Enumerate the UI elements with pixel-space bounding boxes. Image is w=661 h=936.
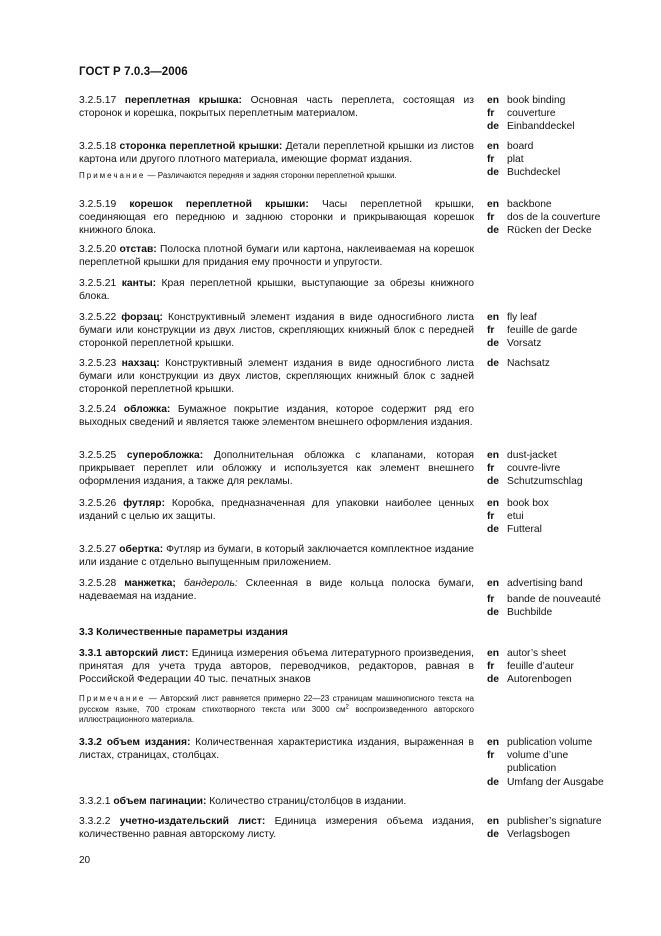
entry-number: 3.2.5.26: [79, 498, 117, 509]
term-entry: [79, 736, 474, 762]
translation-term: couverture: [507, 108, 556, 120]
term-entry: [79, 198, 474, 238]
lang-code: de: [487, 167, 500, 179]
term-entry: [79, 403, 474, 429]
translation-term: backbone: [507, 199, 552, 210]
translation-term: feuille d’auteur: [507, 661, 574, 673]
lang-code: de: [487, 524, 500, 536]
translation-term: dust-jacket: [507, 450, 557, 461]
lang-code: fr: [487, 325, 495, 337]
lang-code: en: [487, 312, 500, 323]
translation-group: [487, 198, 617, 238]
term-entry: [79, 94, 474, 120]
entry-term: переплетная крышка:: [124, 95, 242, 106]
lang-code: fr: [487, 594, 495, 606]
note: [79, 171, 474, 182]
entry-number: 3.3.1: [79, 648, 102, 659]
term-entry: [79, 449, 474, 489]
lang-code: de: [487, 476, 500, 488]
entry-term: футляр:: [123, 498, 165, 509]
term-entry: [79, 357, 474, 397]
entry-number: 3.2.5.22: [79, 312, 117, 323]
entry-number: 3.3.2.2: [79, 816, 111, 827]
lang-code: en: [487, 199, 500, 210]
entry-definition: Количественная характеристика издания, выраженная в листах, страницах, столбцах.: [79, 737, 474, 762]
translation-term: fly leaf: [507, 312, 537, 323]
lang-code: fr: [487, 463, 495, 475]
translation-term: advertising band: [507, 578, 583, 589]
entry-term: обертка:: [119, 544, 164, 555]
lang-code: de: [487, 674, 500, 686]
lang-code: de: [487, 338, 500, 350]
translation-term: Vorsatz: [507, 338, 542, 350]
note-label: Примечание: [79, 171, 146, 180]
entry-term: объем пагинации:: [113, 796, 207, 807]
translation-term: Buchdeckel: [507, 167, 561, 179]
entry-term: корешок переплетной крышки:: [129, 199, 309, 210]
entry-term: отстав:: [119, 244, 157, 255]
lang-code: de: [487, 607, 500, 619]
translation-term: dos de la couverture: [507, 212, 601, 224]
entry-number: 3.2.5.25: [79, 450, 117, 461]
translation-term: volume d’une publication: [507, 750, 569, 775]
entry-term: форзац:: [121, 312, 163, 323]
lang-code: en: [487, 498, 500, 509]
entry-number: 3.2.5.19: [79, 199, 117, 210]
lang-code: fr: [487, 108, 495, 120]
page-number: 20: [79, 855, 91, 866]
term-entry: [79, 277, 474, 303]
term-entry: [79, 815, 474, 841]
translation-group: [487, 94, 617, 134]
translation-term: Futteral: [507, 524, 542, 536]
entry-number: 3.2.5.17: [79, 95, 117, 106]
entry-definition: Дополнительная обложка с клапанами, которая прикрывает переплет или обложку и используется как элемент внешнего оформления издания, а также для рекламы.: [79, 450, 474, 488]
note-text-continued: воспроизведенного авторского иллюстрационного материала.: [79, 704, 474, 724]
translation-term: book binding: [507, 95, 566, 106]
entry-definition: Единица измерения объема издания, количественно равная авторскому листу.: [79, 816, 474, 841]
entry-number: 3.2.5.27: [79, 544, 117, 555]
translation-group: [487, 449, 617, 489]
translation-term: Verlagsbogen: [507, 829, 570, 841]
entry-number: 3.3.2: [79, 737, 102, 748]
note-text: — Авторский лист равняется примерно 22—23 страницам машинописного текста на русском языке, 700 строкам стихотворного текста или 3000 см: [79, 694, 474, 714]
lang-code: en: [487, 737, 500, 748]
term-entry: [79, 543, 474, 569]
note: [79, 694, 474, 726]
lang-code: en: [487, 141, 500, 152]
translation-term: Umfang der Ausgabe: [507, 776, 604, 788]
translation-term: autor’s sheet: [507, 648, 567, 659]
translation-term: Rücken der Decke: [507, 225, 592, 237]
entry-number: 3.2.5.28: [79, 578, 117, 589]
entry-term: канты:: [121, 278, 157, 289]
translation-term: feuille de garde: [507, 325, 578, 337]
lang-code: en: [487, 648, 500, 659]
entry-term: суперобложка:: [126, 450, 204, 461]
entry-term: сторонка переплетной крышки:: [119, 141, 283, 152]
entry-term: нахзац:: [121, 358, 160, 369]
note-text: — Различаются передняя и задняя сторонки переплетной крышки.: [145, 171, 397, 180]
translation-group: [487, 140, 617, 180]
translation-term: book box: [507, 498, 549, 509]
entry-term: обложка:: [123, 404, 171, 415]
entry-number: 3.2.5.23: [79, 358, 117, 369]
translation-term: Einbanddeckel: [507, 121, 575, 133]
translation-group: [487, 815, 617, 841]
lang-code: fr: [487, 511, 495, 523]
translation-term: publication volume: [507, 737, 593, 748]
lang-code: en: [487, 816, 500, 827]
entry-number: 3.2.5.18: [79, 141, 117, 152]
lang-code: de: [487, 121, 500, 133]
entry-definition: Края переплетной крышки, выступающие за обрезы книжного блока.: [79, 278, 474, 303]
translation-group: [487, 736, 612, 789]
entry-definition: Полоска плотной бумаги или картона, наклеиваемая на корешок переплетной крышки для придания ему прочности и упругости.: [79, 244, 474, 269]
entry-definition: Количество страниц/столбцов в издании.: [206, 796, 407, 807]
page-header: ГОСТ Р 7.0.3—2006: [79, 66, 188, 78]
translation-term: Schutzumschlag: [507, 476, 583, 488]
translation-term: plat: [507, 154, 524, 166]
term-entry: [79, 577, 474, 603]
translation-term: Nachsatz: [507, 358, 550, 369]
translation-group: [487, 357, 617, 370]
entry-number: 3.2.5.20: [79, 244, 117, 255]
entry-term: манжетка;: [124, 578, 176, 589]
translation-term: couvre-livre: [507, 463, 561, 475]
lang-code: fr: [487, 154, 495, 166]
entry-definition: Единица измерения объема литературного произведения, принятая для учета труда авторов, переводчиков, редакторов, равная в Российской Федерации 40 тыс. печатных знаков: [79, 648, 474, 686]
term-entry: [79, 795, 474, 808]
entry-number: 3.3.2.1: [79, 796, 111, 807]
entry-alt-term: бандероль:: [175, 578, 238, 589]
entry-definition: Бумажное покрытие издания, которое содержит ряд его выходных сведений и является также элементом внешнего оформления издания.: [79, 404, 474, 429]
entry-definition: Склеенная в виде кольца полоска бумаги, надеваемая на издание.: [79, 578, 474, 603]
translation-group: [487, 647, 617, 687]
lang-code: en: [487, 95, 500, 106]
translation-term: Buchbilde: [507, 607, 553, 619]
entry-definition: Часы переплетной крышки, соединяющая его переднюю и заднюю сторонки и прикрывающая корешок книжного блока.: [79, 199, 474, 237]
entry-number: 3.2.5.21: [79, 278, 117, 289]
lang-code: en: [487, 578, 500, 589]
translation-term: etui: [507, 511, 524, 523]
term-entry: [79, 497, 474, 523]
lang-code: de: [487, 829, 500, 841]
term-entry: [79, 311, 474, 351]
entry-term: учетно-издательский лист:: [119, 816, 266, 827]
translation-group: [487, 311, 617, 351]
section-title: 3.3 Количественные параметры издания: [79, 627, 288, 638]
translation-group: [487, 497, 617, 537]
lang-code: de: [487, 225, 500, 237]
translation-group: [487, 577, 617, 620]
entry-definition: Конструктивный элемент издания в виде односгибного листа бумаги или конструкции из двух листов, скрепляющих книжный блок с передней сторонкой переплетной крышки.: [79, 312, 474, 350]
lang-code: de: [487, 358, 500, 369]
entry-term: объем издания:: [106, 737, 191, 748]
translation-term: board: [507, 141, 534, 152]
term-entry: [79, 243, 474, 269]
note-label: Примечание: [79, 694, 146, 703]
translation-term: Autorenbogen: [507, 674, 572, 686]
lang-code: fr: [487, 212, 495, 224]
note-superscript: 2: [345, 703, 349, 710]
entry-number: 3.2.5.24: [79, 404, 117, 415]
term-entry: [79, 140, 474, 166]
lang-code: en: [487, 450, 500, 461]
lang-code: fr: [487, 750, 495, 762]
lang-code: fr: [487, 661, 495, 673]
entry-definition: Футляр из бумаги, в который заключается комплектное издание или издание с отдельно выпущенным приложением.: [79, 544, 474, 569]
term-entry: [79, 647, 474, 687]
entry-definition: Основная часть переплета, состоящая из сторонок и корешка, покрытых переплетным материалом.: [79, 95, 474, 120]
translation-term: publisher’s signature: [507, 816, 602, 827]
lang-code: de: [487, 776, 500, 788]
translation-term: bande de nouveauté: [507, 594, 601, 606]
entry-term: авторский лист:: [105, 648, 189, 659]
entry-definition: Коробка, предназначенная для упаковки наиболее ценных изданий с целью их защиты.: [79, 498, 474, 523]
entry-definition: Конструктивный элемент издания в виде односгибного листа бумаги или конструкции из двух листов, скрепляющих книжный блок с задней сторонкой переплетной крышки.: [79, 358, 474, 396]
entry-definition: Детали переплетной крышки из листов картона или другого плотного материала, имеющие формат издания.: [79, 141, 474, 166]
